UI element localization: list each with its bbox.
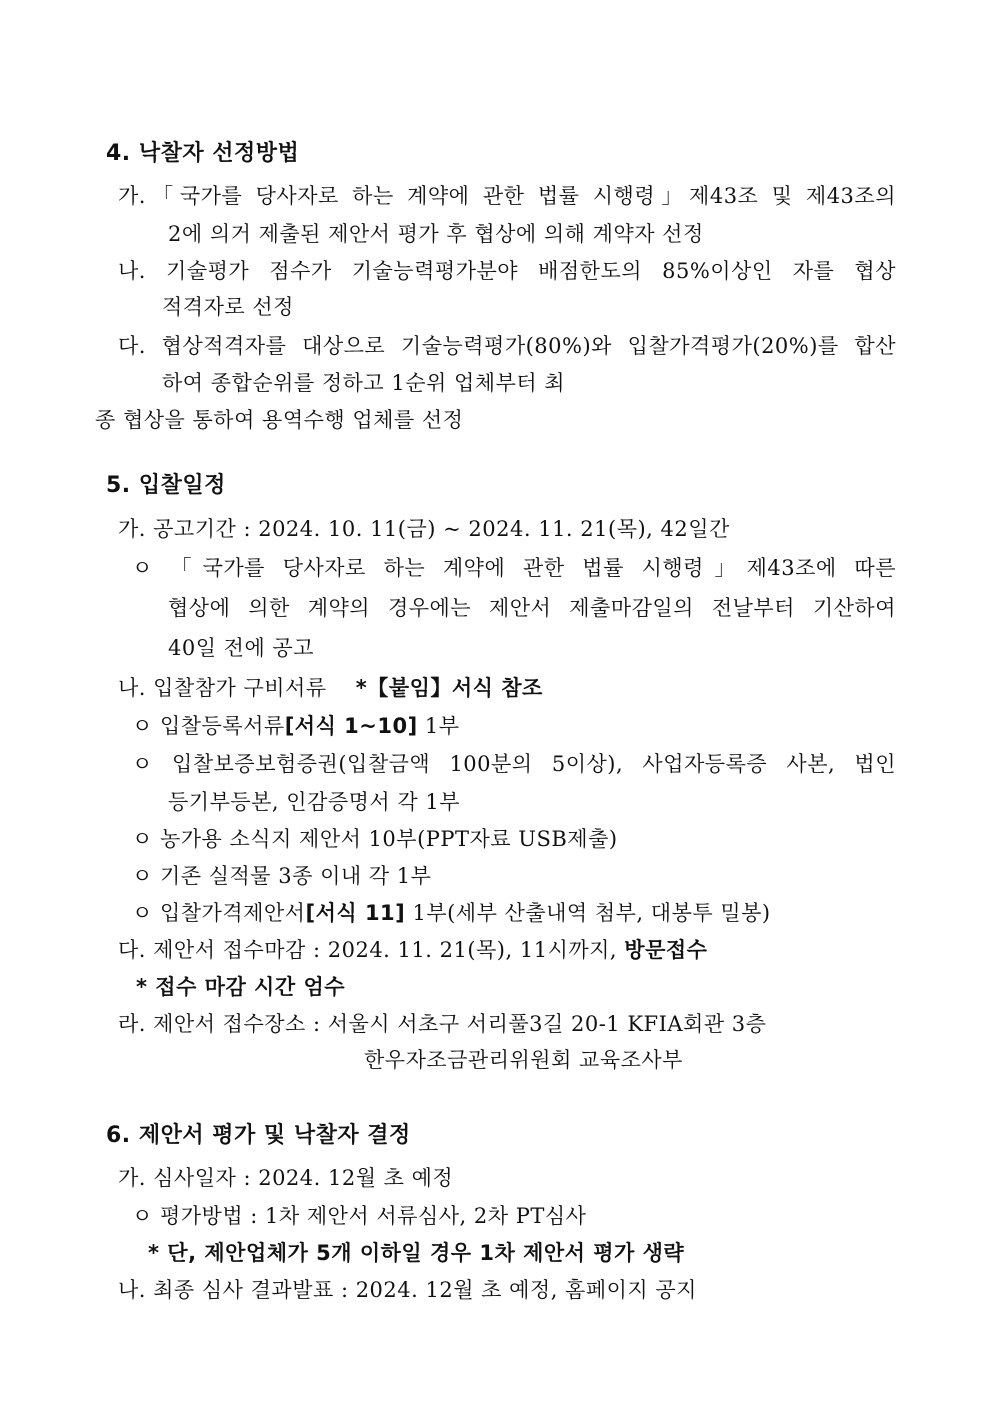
section6-bullet-note: * 단, 제안업체가 5개 이하일 경우 1차 제안서 평가 생략 bbox=[148, 1241, 685, 1265]
section5-doc1 bbox=[132, 712, 460, 740]
section4-item-ga-line2: 2에 의거 제출된 제안서 평가 후 협상에 의해 계약자 선정 bbox=[168, 222, 704, 246]
section5-item-da-pre: 다. 제안서 접수마감 : 2024. 11. 21(목), 11시까지, bbox=[118, 938, 625, 962]
section5-item-ra-line2: 한우자조금관리위원회 교육조사부 bbox=[364, 1048, 683, 1072]
section4-item-na-line1: 나. 기술평가 점수가 기술능력평가분야 배점한도의 85%이상인 자를 협상 bbox=[118, 259, 896, 283]
section5-item-na bbox=[118, 674, 543, 702]
section5-item-ga: 가. 공고기간 : 2024. 10. 11(금) ~ 2024. 11. 21(목), 42일간 bbox=[118, 517, 730, 541]
section5-item-da-note: * 접수 마감 시간 엄수 bbox=[136, 975, 346, 999]
section5-doc1-post: 1부 bbox=[417, 714, 460, 738]
section4-item-ga-line1: 가.「국가를 당사자로 하는 계약에 관한 법률 시행령」제43조 및 제43조의 bbox=[118, 184, 896, 208]
section5-item-na-note: *【붙임】서식 참조 bbox=[355, 676, 543, 700]
section5-item-da bbox=[118, 936, 707, 964]
section5-doc3: ㅇ 농가용 소식지 제안서 10부(PPT자료 USB제출) bbox=[132, 827, 618, 851]
section4-item-da-line3: 종 협상을 통하여 용역수행 업체를 선정 bbox=[95, 408, 464, 432]
section6-heading: 6. 제안서 평가 및 낙찰자 결정 bbox=[106, 1123, 411, 1148]
section4-item-da-line2: 하여 종합순위를 정하고 1순위 업체부터 최 bbox=[162, 371, 566, 395]
section5-doc5 bbox=[132, 899, 771, 927]
section6-bullet1: ㅇ 평가방법 : 1차 제안서 서류심사, 2차 PT심사 bbox=[132, 1204, 587, 1228]
section4-item-na-line2: 적격자로 선정 bbox=[162, 295, 294, 319]
section5-item-na-label: 나. 입찰참가 구비서류 bbox=[118, 676, 327, 700]
section5-bullet1-line3: 40일 전에 공고 bbox=[168, 636, 315, 660]
section5-bullet1-line2: 협상에 의한 계약의 경우에는 제안서 제출마감일의 전날부터 기산하여 bbox=[168, 596, 896, 620]
section5-doc1-bold: [서식 1~10] bbox=[284, 714, 418, 738]
section5-heading: 5. 입찰일정 bbox=[106, 473, 226, 498]
section5-doc2-line2: 등기부등본, 인감증명서 각 1부 bbox=[168, 790, 460, 814]
section5-doc5-post: 1부(세부 산출내역 첨부, 대봉투 밀봉) bbox=[405, 901, 771, 925]
section5-doc2-line1: ㅇ 입찰보증보험증권(입찰금액 100분의 5이상), 사업자등록증 사본, 법인 bbox=[132, 752, 896, 776]
section6-item-ga: 가. 심사일자 : 2024. 12월 초 예정 bbox=[118, 1166, 454, 1190]
section5-item-ra-line1: 라. 제안서 접수장소 : 서울시 서초구 서리풀3길 20-1 KFIA회관 3층 bbox=[118, 1012, 767, 1036]
section4-heading: 4. 낙찰자 선정방법 bbox=[106, 141, 300, 166]
section5-doc5-pre: ㅇ 입찰가격제안서 bbox=[132, 901, 306, 925]
section5-bullet1-line1: ㅇ 「국가를 당사자로 하는 계약에 관한 법률 시행령」제43조에 따른 bbox=[132, 556, 896, 580]
section5-doc1-pre: ㅇ 입찰등록서류 bbox=[132, 714, 285, 738]
section5-item-da-bold: 방문접수 bbox=[624, 938, 708, 962]
section5-doc4: ㅇ 기존 실적물 3종 이내 각 1부 bbox=[132, 864, 432, 888]
section6-item-na: 나. 최종 심사 결과발표 : 2024. 12월 초 예정, 홈페이지 공지 bbox=[118, 1278, 697, 1302]
section4-item-da-line1: 다. 협상적격자를 대상으로 기술능력평가(80%)와 입찰가격평가(20%)를 합산 bbox=[118, 334, 896, 358]
section5-doc5-bold: [서식 11] bbox=[305, 901, 406, 925]
